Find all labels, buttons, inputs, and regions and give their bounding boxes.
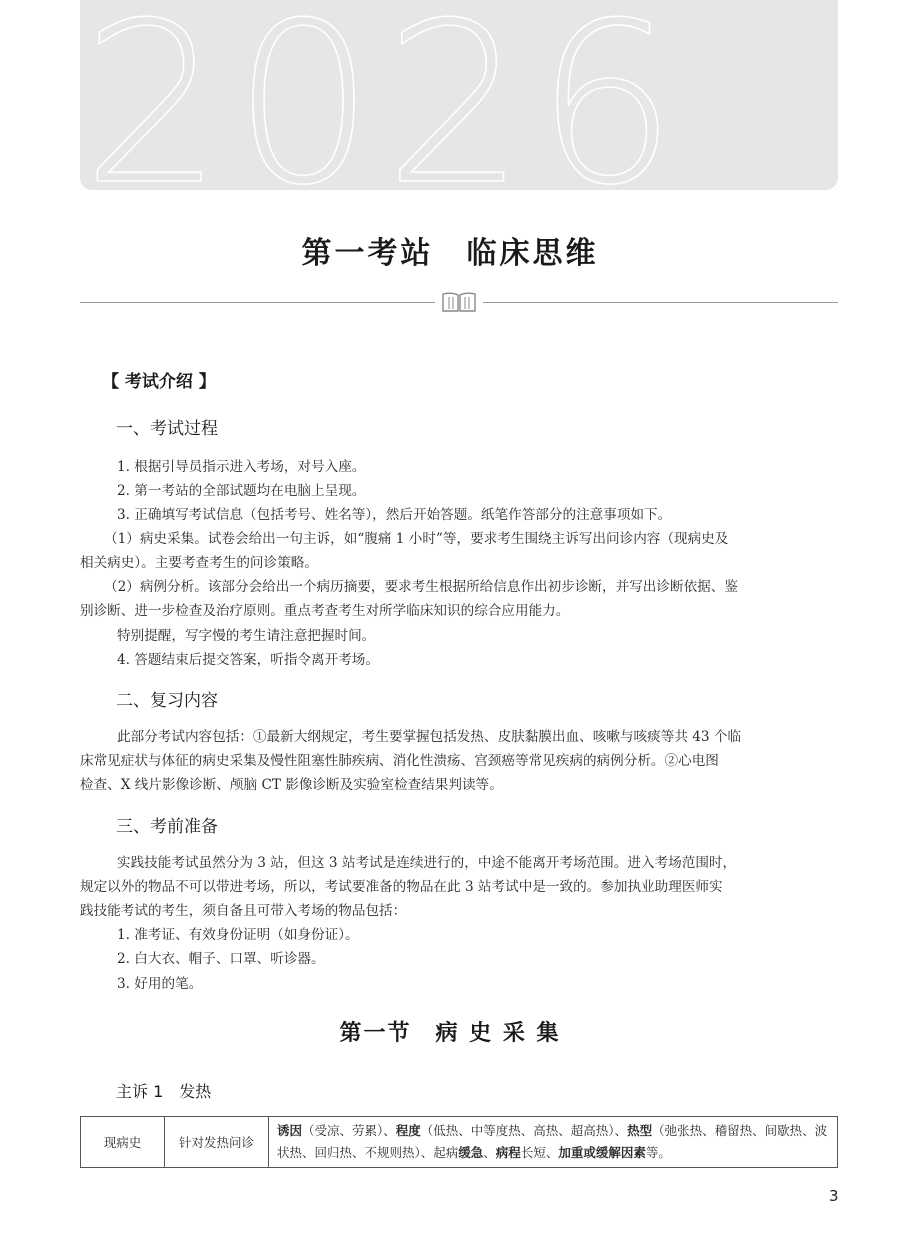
content-fragment: （低热、中等度热、高热、超高热）、 xyxy=(420,1123,628,1138)
review-line-3: 检查、X 线片影像诊断、颅脑 CT 影像诊断及实验室检查结果判读等。 xyxy=(80,777,503,793)
review-heading: 二、复习内容 xyxy=(116,691,218,711)
content-fragment: 热型 xyxy=(627,1123,653,1138)
prep-line-3: 践技能考试的考生，须自备且可带入考场的物品包括： xyxy=(80,903,407,919)
history-table xyxy=(80,1116,838,1168)
content-fragment: 长短、 xyxy=(520,1145,559,1160)
content-fragment: 、 xyxy=(483,1145,496,1160)
prep-line-1: 实践技能考试虽然分为 3 站，但这 3 站考试是连续进行的，中途不能离开考场范围。进入考场范围时， xyxy=(117,855,737,871)
table-cell-content xyxy=(269,1117,838,1168)
table-cell-topic: 针对发热问诊 xyxy=(165,1117,269,1168)
table-row xyxy=(81,1117,838,1168)
process-sub2-line-1: （2）病例分析。该部分会给出一个病历摘要，要求考生根据所给信息作出初步诊断，并写出诊断依据、鉴 xyxy=(104,579,738,595)
content-fragment: 缓急 xyxy=(458,1145,484,1160)
content-fragment: 病程 xyxy=(495,1145,521,1160)
prep-line-2: 规定以外的物品不可以带进考场，所以，考试要准备的物品在此 3 站考试中是一致的。参加执业助理医师实 xyxy=(80,879,723,895)
divider-left xyxy=(80,302,435,303)
header-banner xyxy=(80,0,838,190)
chapter-title: 第一考站 临床思维 xyxy=(301,236,599,271)
page-number: 3 xyxy=(829,1187,839,1205)
process-heading: 一、考试过程 xyxy=(116,419,218,439)
process-sub1-line-2: 相关病史）。主要考查考生的问诊策略。 xyxy=(80,555,318,571)
prep-item-3: 3. 好用的笔。 xyxy=(117,976,203,992)
table-cell-category: 现病史 xyxy=(81,1117,165,1168)
complaint-heading: 主诉 1 发热 xyxy=(116,1082,212,1101)
content-fragment: 程度 xyxy=(395,1123,421,1138)
content-fragment: （弛张热、稽留热、间歇热、波状热、回归热、不规则热）、起病 xyxy=(277,1123,828,1160)
process-item-3: 3. 正确填写考试信息（包括考号、姓名等），然后开始答题。纸笔作答部分的注意事项如下。 xyxy=(117,507,672,523)
section-title: 第一节 病 史 采 集 xyxy=(339,1020,561,1046)
content-fragment: 加重或缓解因素 xyxy=(558,1145,646,1160)
exam-intro-heading: 【 考试介绍 】 xyxy=(102,372,216,392)
divider-right xyxy=(483,302,838,303)
banner-year: 2026 xyxy=(82,0,687,190)
prep-item-1: 1. 准考证、有效身份证明（如身份证）。 xyxy=(117,927,359,943)
open-book-icon xyxy=(441,290,477,314)
process-item-2: 2. 第一考站的全部试题均在电脑上呈现。 xyxy=(117,483,366,499)
process-item-4: 4. 答题结束后提交答案，听指令离开考场。 xyxy=(117,652,379,668)
process-sub1-line-1: （1）病史采集。试卷会给出一句主诉，如“腹痛 1 小时”等，要求考生围绕主诉写出问诊内容（现病史及 xyxy=(104,531,729,547)
prep-item-2: 2. 白大衣、帽子、口罩、听诊器。 xyxy=(117,951,325,967)
reminder-text: 特别提醒，写字慢的考生请注意把握时间。 xyxy=(117,628,376,644)
prep-heading: 三、考前准备 xyxy=(116,817,218,837)
content-fragment: 等。 xyxy=(645,1145,671,1160)
content-fragment: 诱因 xyxy=(277,1123,303,1138)
review-line-2: 床常见症状与体征的病史采集及慢性阻塞性肺疾病、消化性溃疡、宫颈癌等常见疾病的病例分析。②心电图 xyxy=(80,753,719,769)
process-item-1: 1. 根据引导员指示进入考场，对号入座。 xyxy=(117,459,366,475)
review-line-1: 此部分考试内容包括：①最新大纲规定，考生要掌握包括发热、皮肤黏膜出血、咳嗽与咳痰等共 43 个临 xyxy=(117,729,742,745)
content-fragment: （受凉、劳累）、 xyxy=(302,1123,396,1138)
process-sub2-line-2: 别诊断、进一步检查及治疗原则。重点考查考生对所学临床知识的综合应用能力。 xyxy=(80,603,570,619)
